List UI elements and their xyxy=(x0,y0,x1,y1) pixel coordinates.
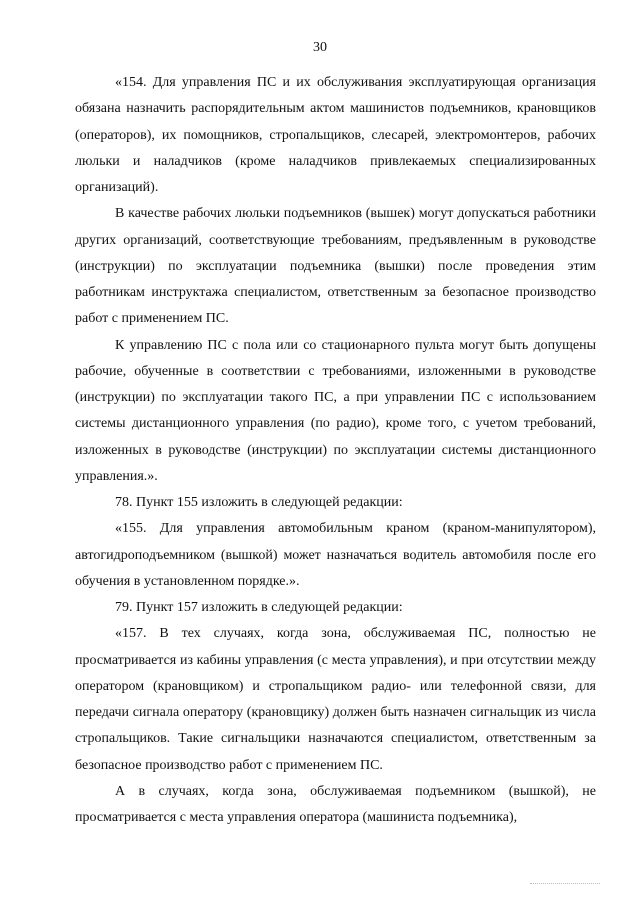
paragraph-155: «155. Для управления автомобильным краном (краном-манипулятором), автогидроподъемником (вышкой) может назначаться водитель автомобиля после его обучения в установленном порядке.». xyxy=(75,521,596,589)
paragraph-item-78: 78. Пункт 155 изложить в следующей редакции: xyxy=(115,495,403,510)
paragraph-item-79: 79. Пункт 157 изложить в следующей редакции: xyxy=(115,600,403,615)
paragraph-cradle-workers: В качестве рабочих люльки подъемников (вышек) могут допускаться работники других организаций, соответствующие требованиям, предъявленным в руководстве (инструкции) по эксплуатации подъемника (вышки) после проведения этим работникам инструктажа специалистом, ответственным за безопасное производство работ с применением ПС. xyxy=(75,206,596,327)
paragraph-154: «154. Для управления ПС и их обслуживания эксплуатирующая организация обязана назначить распорядительным актом машинистов подъемников, крановщиков (операторов), их помощников, стропальщиков, слесарей, электромонтеров, рабочих люльки и наладчиков (кроме наладчиков привлекаемых специализированных организаций). xyxy=(75,75,596,195)
page-number: 30 xyxy=(313,40,327,55)
paragraph-157: «157. В тех случаях, когда зона, обслуживаемая ПС, полностью не просматривается из кабины управления (с места управления), и при отсутствии между оператором (крановщиком) и стропальщиком радио- или телефонной связи, для передачи сигнала оператору (крановщику) должен быть назначен сигнальщик из числа стропальщиков. Такие сигнальщики назначаются специалистом, ответственным за безопасное производство работ с применением ПС. xyxy=(75,626,596,773)
paragraph-lift-zone: А в случаях, когда зона, обслуживаемая подъемником (вышкой), не просматривается с места управления оператора (машиниста подъемника), xyxy=(75,783,596,825)
paragraph-floor-control: К управлению ПС с пола или со стационарного пульта могут быть допущены рабочие, обученные в соответствии с требованиями, изложенными в руководстве (инструкции) по эксплуатации такого ПС, а при управлении ПС с использованием системы дистанционного управления (по радио), кроме того, с учетом требований, изложенных в руководстве (инструкции) по эксплуатации системы дистанционного управления.». xyxy=(75,337,596,484)
scan-artifact xyxy=(530,883,600,887)
document-body xyxy=(75,70,596,831)
